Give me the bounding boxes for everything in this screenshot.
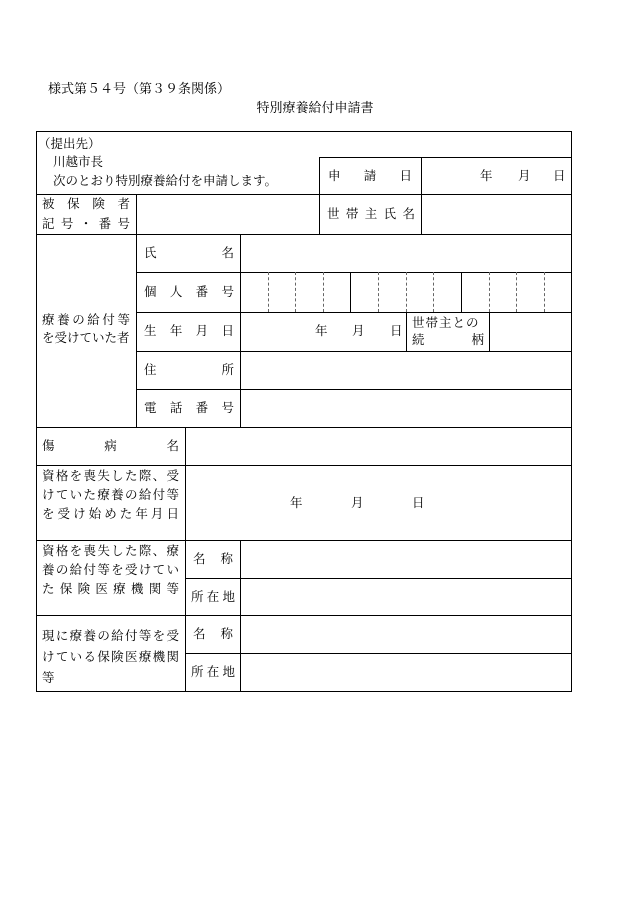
char: ・: [79, 216, 93, 231]
char: 名: [221, 245, 234, 260]
char: 等: [117, 312, 130, 327]
household-head-field[interactable]: [422, 195, 571, 234]
char: 地: [222, 664, 235, 679]
application-date-month: 月: [518, 168, 531, 183]
char: 称: [220, 626, 233, 641]
application-date-field[interactable]: [422, 158, 571, 194]
document-title: 特別療養給付申請書: [256, 101, 374, 116]
household-head-label: [327, 205, 415, 223]
rule: [319, 157, 320, 234]
char: 番: [195, 284, 209, 299]
border-left: [36, 131, 37, 692]
char: 名: [193, 626, 206, 641]
prior-institution-label: 資格を喪失した際、療養の給付等を受けていた保険医療機関等: [42, 543, 179, 596]
char: 電: [144, 400, 157, 415]
char: 被: [42, 196, 55, 211]
application-date-year: 年: [480, 168, 493, 183]
relation-field[interactable]: [490, 313, 571, 351]
char: 月: [195, 323, 209, 338]
address-label: [144, 361, 234, 379]
form-number: 様式第５４号（第３９条関係）: [48, 82, 231, 97]
char: 氏: [144, 245, 157, 260]
char: 者: [117, 196, 130, 211]
illness-label: [42, 437, 179, 455]
char: 号: [117, 216, 130, 231]
start-date-month: 月: [351, 495, 364, 510]
relation-label-line2: [412, 331, 484, 349]
prior-institution-name-field[interactable]: [241, 541, 571, 578]
char: 帯: [345, 206, 359, 221]
char: 主: [364, 206, 378, 221]
char: 世: [327, 206, 340, 221]
char: 所: [191, 664, 204, 679]
char: 請: [363, 168, 377, 183]
char: 険: [92, 196, 105, 211]
char: 個: [144, 284, 157, 299]
insured-number-label-line1: [42, 195, 130, 213]
birthdate-month: 月: [352, 323, 365, 338]
current-institution-label: 現に療養の給付等を受けている保険医療機関等: [42, 628, 179, 685]
rule: [185, 615, 186, 692]
application-statement: 次のとおり特別療養給付を申請します。: [53, 173, 278, 188]
recipient-group-label-line1: [42, 311, 130, 329]
char: 氏: [383, 206, 397, 221]
name-field[interactable]: [241, 235, 571, 272]
birthdate-field[interactable]: [241, 313, 406, 351]
phone-label: [144, 399, 234, 417]
start-date-label: 資格を喪失した際、受けていた療養の給付等を受け始めた年月日: [42, 468, 179, 521]
char: 称: [220, 551, 233, 566]
illness-field[interactable]: [186, 428, 571, 465]
current-institution-location-field[interactable]: [241, 654, 571, 691]
char: 名: [166, 438, 179, 453]
addressee-recipient: 川越市長: [53, 154, 104, 169]
prior-institution-name-label: [193, 550, 233, 568]
char: 所: [221, 362, 234, 377]
char: の: [72, 312, 85, 327]
char: 養: [57, 312, 70, 327]
char: 人: [169, 284, 183, 299]
char: 号: [60, 216, 74, 231]
border-top: [36, 131, 572, 132]
char: 申: [328, 168, 341, 183]
char: 療: [42, 312, 55, 327]
char: 給: [87, 312, 100, 327]
char: 住: [144, 362, 157, 377]
name-label: [144, 244, 234, 262]
char: 付: [102, 312, 115, 327]
char: 号: [221, 400, 234, 415]
application-date-label: [328, 167, 412, 185]
char: 病: [104, 438, 117, 453]
char: 名: [193, 551, 206, 566]
char: 記: [42, 216, 55, 231]
current-institution-name-label: [193, 625, 233, 643]
insured-number-field[interactable]: [137, 195, 319, 234]
char: 番: [195, 400, 209, 415]
personal-number-field[interactable]: [241, 273, 571, 312]
application-date-day: 日: [553, 168, 566, 183]
rule: [136, 234, 137, 427]
address-field[interactable]: [241, 352, 571, 389]
char: 在: [206, 589, 220, 604]
start-date-field[interactable]: [186, 466, 571, 540]
char: 話: [169, 400, 183, 415]
start-date-day: 日: [412, 495, 425, 510]
char: 在: [206, 664, 220, 679]
char: 傷: [42, 438, 55, 453]
recipient-group-label-line2: を受けていた者: [42, 330, 130, 345]
char: 保: [67, 196, 80, 211]
char: 生: [144, 323, 157, 338]
birthdate-year: 年: [315, 323, 328, 338]
char: 番: [98, 216, 112, 231]
insured-number-label-line2: [42, 215, 130, 233]
border-right: [571, 131, 572, 692]
relation-label-char-a: 続: [412, 332, 425, 347]
char: 日: [221, 323, 234, 338]
prior-institution-location-field[interactable]: [241, 579, 571, 615]
start-date-year: 年: [290, 495, 303, 510]
border-bottom: [36, 691, 572, 692]
phone-field[interactable]: [241, 390, 571, 427]
birthdate-day: 日: [390, 323, 403, 338]
relation-label-line1: 世帯主との: [412, 315, 480, 330]
personal-number-label: [144, 283, 234, 301]
char: 号: [221, 284, 234, 299]
prior-institution-location-label: [191, 588, 235, 606]
char: 名: [402, 206, 415, 221]
birthdate-label: [144, 322, 234, 340]
char: 年: [169, 323, 183, 338]
char: 所: [191, 589, 204, 604]
application-form-table: [36, 131, 572, 692]
relation-label-char-b: 柄: [471, 332, 484, 347]
rule: [406, 312, 407, 351]
addressee-label: （提出先）: [38, 136, 101, 151]
char: 日: [399, 168, 412, 183]
char: 地: [222, 589, 235, 604]
current-institution-location-label: [191, 663, 235, 681]
current-institution-name-field[interactable]: [241, 616, 571, 653]
